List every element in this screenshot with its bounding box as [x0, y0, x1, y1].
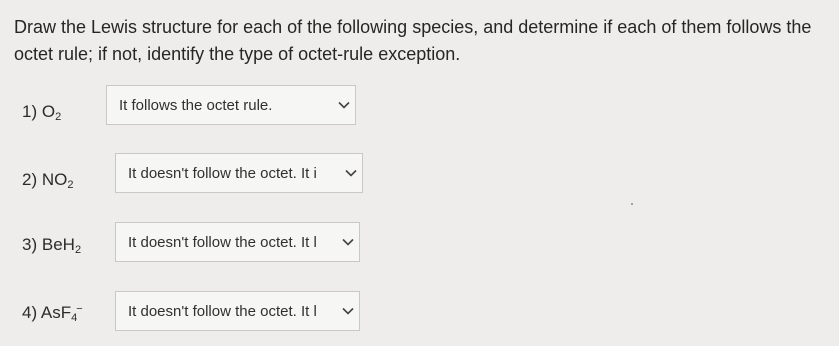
- chevron-down-icon: [333, 101, 355, 109]
- question-text: Draw the Lewis structure for each of the following species, and determine if each of them follows the octet rule; if not, identify the type of octet-rule exception.: [14, 17, 812, 64]
- question-item-4: [22, 293, 83, 333]
- answer-select-4[interactable]: [115, 291, 360, 331]
- selected-answer: It follows the octet rule.: [119, 96, 273, 114]
- question-item-2: [22, 160, 73, 200]
- species-label: 2) $NO_2$: [22, 169, 74, 191]
- species-label: 4) AsF$_4$−: [22, 302, 83, 324]
- answer-select-1[interactable]: [106, 85, 356, 125]
- question-item-3: [22, 225, 81, 265]
- chevron-down-icon: [337, 307, 359, 315]
- stray-mark: [631, 203, 633, 205]
- selected-answer: It doesn't follow the octet. It l: [128, 233, 317, 251]
- answer-select-3[interactable]: [115, 222, 360, 262]
- species-label: 3) BeH$_2$: [22, 234, 82, 256]
- selected-answer: It doesn't follow the octet. It l: [128, 302, 317, 320]
- chevron-down-icon: [340, 169, 362, 177]
- answer-select-2[interactable]: [115, 153, 363, 193]
- question-item-1: [22, 92, 61, 132]
- chevron-down-icon: [337, 238, 359, 246]
- species-label: 1) $O_2$: [22, 101, 62, 123]
- question-prompt: [14, 14, 829, 68]
- selected-answer: It doesn't follow the octet. It i: [128, 164, 317, 182]
